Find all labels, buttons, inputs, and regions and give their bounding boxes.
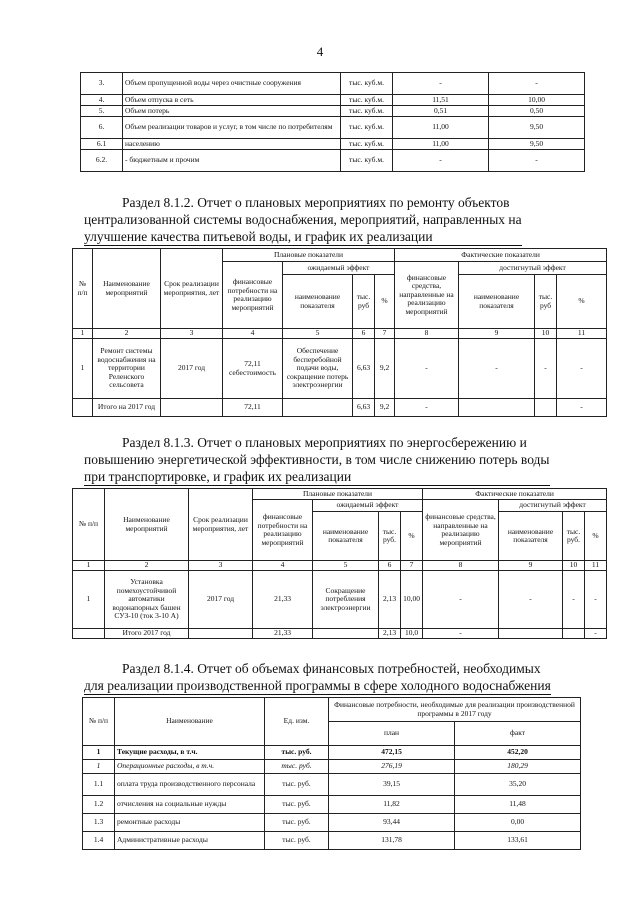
page-number: 4 [316,44,324,59]
total-fact-fin: - [423,629,499,639]
col-num: 2 [105,561,189,571]
table-row [83,760,581,774]
row-name: Объем пропущенной воды через очистные сооружения [123,73,341,95]
table-row [81,106,585,117]
total-fin: 21,33 [253,629,313,639]
header-planned: Плановые показатели [223,249,395,262]
section-813-heading [84,434,550,486]
row-plan: 11,00 [393,139,489,150]
col-num: 11 [557,329,607,339]
row-fact: 9,50 [489,117,585,139]
header-ind-name: наименование показателя [499,512,563,561]
header-term: Срок реализации мероприятия, лет [189,489,253,561]
row-unit: тыс. куб.м. [341,117,393,139]
col-num: 8 [423,561,499,571]
header-pct: % [585,512,607,561]
header-name: Наименование мероприятий [105,489,189,561]
row-term: 2017 год [161,339,223,399]
table-row [73,339,607,399]
row-plan: 39,15 [329,774,455,796]
header-ths: тыс. руб [535,275,557,329]
row-fact: 452,20 [455,746,581,760]
total-fact-pct: - [585,629,607,639]
table-row [83,832,581,850]
header-fact: факт [455,722,581,746]
table-row [73,571,607,629]
row-name: Текущие расходы, в т.ч. [115,746,265,760]
header-fin-need: финансовые потребности на реализацию мероприятий [223,262,283,329]
section-812-heading [84,194,522,246]
col-num: 4 [223,329,283,339]
col-num: 10 [535,329,557,339]
row-name: оплата труда производственного персонала [115,774,265,796]
row-unit: тыс. куб.м. [341,95,393,106]
heading-line: Раздел 8.1.2. Отчет о плановых мероприятиях по ремонту объектов [122,195,510,210]
row-unit: тыс. руб. [265,760,329,774]
col-num: 6 [353,329,375,339]
table-row [81,73,585,95]
row-fact-pct: - [557,339,607,399]
heading-line: повышению энергетической эффективности, в том числе снижению потерь воды [84,452,550,467]
total-row [73,399,607,417]
table-row [81,117,585,139]
heading-line: улучшение качества питьевой воды, и график их реализации [84,228,522,246]
header-pct: % [401,512,423,561]
table-row [83,774,581,796]
repair-measures-table [72,248,607,417]
col-num: 3 [161,329,223,339]
header-actual: Фактические показатели [395,249,607,262]
header-fin-means: финансовые средства, направленные на реализацию мероприятий [395,262,459,329]
header-achieved: достигнутый эффект [499,500,607,512]
col-num: 1 [73,561,105,571]
row-plan: - [393,150,489,172]
energy-saving-table [72,488,607,639]
header-plan: план [329,722,455,746]
col-num: 5 [283,329,353,339]
row-name: Административные расходы [115,832,265,850]
col-num: 4 [253,561,313,571]
header-pct: % [375,275,395,329]
table-row [83,746,581,760]
header-term: Срок реализации мероприятия, лет [161,249,223,329]
header-achieved: достигнутый эффект [459,262,607,275]
row-fact-pct: - [585,571,607,629]
total-label: Итого на 2017 год [93,399,161,417]
row-pct: 10,00 [401,571,423,629]
header-name: Наименование [115,698,265,746]
table-row [81,139,585,150]
col-num: 5 [313,561,379,571]
row-num: 3. [81,73,123,95]
col-num: 2 [93,329,161,339]
row-fact: 0,50 [489,106,585,117]
row-plan: 93,44 [329,814,455,832]
total-row [73,629,607,639]
row-num: 5. [81,106,123,117]
row-effect: Сокращение потребления электроэнергии [313,571,379,629]
row-num: 1 [73,571,105,629]
header-fin-means: финансовые средства, направленные на реализацию мероприятий [423,500,499,561]
col-num: 9 [459,329,535,339]
heading-line: централизованной системы водоснабжения, мероприятий, направленных на [84,212,522,227]
col-num: 8 [395,329,459,339]
row-num: 6.2. [81,150,123,172]
row-term: 2017 год [189,571,253,629]
row-num: 4. [81,95,123,106]
header-ths: тыс. руб [353,275,375,329]
row-plan: 276,19 [329,760,455,774]
row-name: Объем потерь [123,106,341,117]
row-fact: 11,48 [455,796,581,814]
col-num: 7 [375,329,395,339]
header-ind-name: наименование показателя [459,275,535,329]
header-expected: ожидаемый эффект [283,262,395,275]
col-num: 3 [189,561,253,571]
row-plan: 472,15 [329,746,455,760]
row-fact-ind: - [499,571,563,629]
row-name: Объем отпуска в сеть [123,95,341,106]
row-fact: 133,61 [455,832,581,850]
row-fact-ths: - [563,571,585,629]
row-unit: тыс. руб. [265,832,329,850]
row-fin: 72,11 себестоимость [223,339,283,399]
row-unit: тыс. куб.м. [341,150,393,172]
header-planned: Плановые показатели [253,489,423,500]
col-num: 7 [401,561,423,571]
row-plan: 11,00 [393,117,489,139]
total-label: Итого 2017 год [105,629,189,639]
total-ths: 2,13 [379,629,401,639]
total-ths: 6,63 [353,399,375,417]
total-fact-fin: - [395,399,459,417]
row-fin: 21,33 [253,571,313,629]
row-num: 6.1 [81,139,123,150]
row-name: Объем реализации товаров и услуг, в том числе по потребителям [123,117,341,139]
table-row [83,814,581,832]
column-number-row [73,329,607,339]
row-num: 1.4 [83,832,115,850]
header-pct: % [557,275,607,329]
row-fact: - [489,73,585,95]
header-fin-need: финансовые потребности на реализацию мероприятий [253,500,313,561]
row-name: населению [123,139,341,150]
row-fact: 9,50 [489,139,585,150]
col-num: 10 [563,561,585,571]
header-needs: Финансовые потребности, необходимые для реализации производственной программы в 2017 году [329,698,581,722]
row-plan: - [393,73,489,95]
row-unit: тыс. руб. [265,746,329,760]
row-fact-fin: - [423,571,499,629]
table-row [81,95,585,106]
header-ths: тыс. руб. [563,512,585,561]
row-pct: 9,2 [375,339,395,399]
heading-line: при транспортировке, и график их реализации [84,468,550,486]
heading-line: для реализации производственной программы в сфере холодного водоснабжения [84,678,551,693]
row-num: 1 [83,760,115,774]
row-ths: 2,13 [379,571,401,629]
row-name: ремонтные расходы [115,814,265,832]
row-plan: 0,51 [393,106,489,117]
row-num: 1.1 [83,774,115,796]
row-num: 1 [73,339,93,399]
table-row [83,796,581,814]
row-plan: 131,78 [329,832,455,850]
col-num: 11 [585,561,607,571]
header-num: № п/п [73,489,105,561]
header-expected: ожидаемый эффект [313,500,423,512]
row-plan: 11,51 [393,95,489,106]
header-unit: Ед. изм. [265,698,329,746]
row-fact-ths: - [535,339,557,399]
row-ths: 6,63 [353,339,375,399]
row-name: отчисления на социальные нужды [115,796,265,814]
row-num: 1.3 [83,814,115,832]
header-num: № п/п [83,698,115,746]
row-unit: тыс. руб. [265,796,329,814]
row-unit: тыс. руб. [265,814,329,832]
heading-line: Раздел 8.1.4. Отчет об объемах финансовых потребностей, необходимых [122,661,541,676]
header-actual: Фактические показатели [423,489,607,500]
header-ind-name: наименование показателя [283,275,353,329]
volumes-table [80,72,585,172]
row-name: Установка помехоустойчивой автоматики водонапорных башен СУЗ-10 (ток 3-10 А) [105,571,189,629]
row-name: - бюджетным и прочим [123,150,341,172]
total-fin: 72,11 [223,399,283,417]
header-ind-name: наименование показателя [313,512,379,561]
section-814-heading [84,660,551,695]
total-fact-pct: - [557,399,607,417]
row-num: 1.2 [83,796,115,814]
heading-line: Раздел 8.1.3. Отчет о плановых мероприятиях по энергосбережению и [122,435,527,450]
col-num: 1 [73,329,93,339]
header-name: Наименование мероприятий [93,249,161,329]
row-unit: тыс. куб.м. [341,139,393,150]
row-fact: 0,00 [455,814,581,832]
row-unit: тыс. куб.м. [341,73,393,95]
row-fact: 10,00 [489,95,585,106]
row-name: Ремонт системы водоснабжения на территории Реленского сельсовета [93,339,161,399]
row-unit: тыс. куб.м. [341,106,393,117]
col-num: 9 [499,561,563,571]
total-pct: 10,0 [401,629,423,639]
column-number-row [73,561,607,571]
row-num: 1 [83,746,115,760]
table-row [81,150,585,172]
row-fact-ind: - [459,339,535,399]
col-num: 6 [379,561,401,571]
row-fact-fin: - [395,339,459,399]
header-ths: тыс. руб. [379,512,401,561]
row-name: Операционные расходы, в т.ч. [115,760,265,774]
row-fact: 180,29 [455,760,581,774]
financial-needs-table [82,697,581,850]
row-plan: 11,82 [329,796,455,814]
row-num: 6. [81,117,123,139]
header-num: № п/п [73,249,93,329]
total-pct: 9,2 [375,399,395,417]
row-unit: тыс. руб. [265,774,329,796]
row-fact: 35,20 [455,774,581,796]
row-effect: Обеспечение бесперебойной подачи воды, сокращение потерь электроэнергии [283,339,353,399]
row-fact: - [489,150,585,172]
